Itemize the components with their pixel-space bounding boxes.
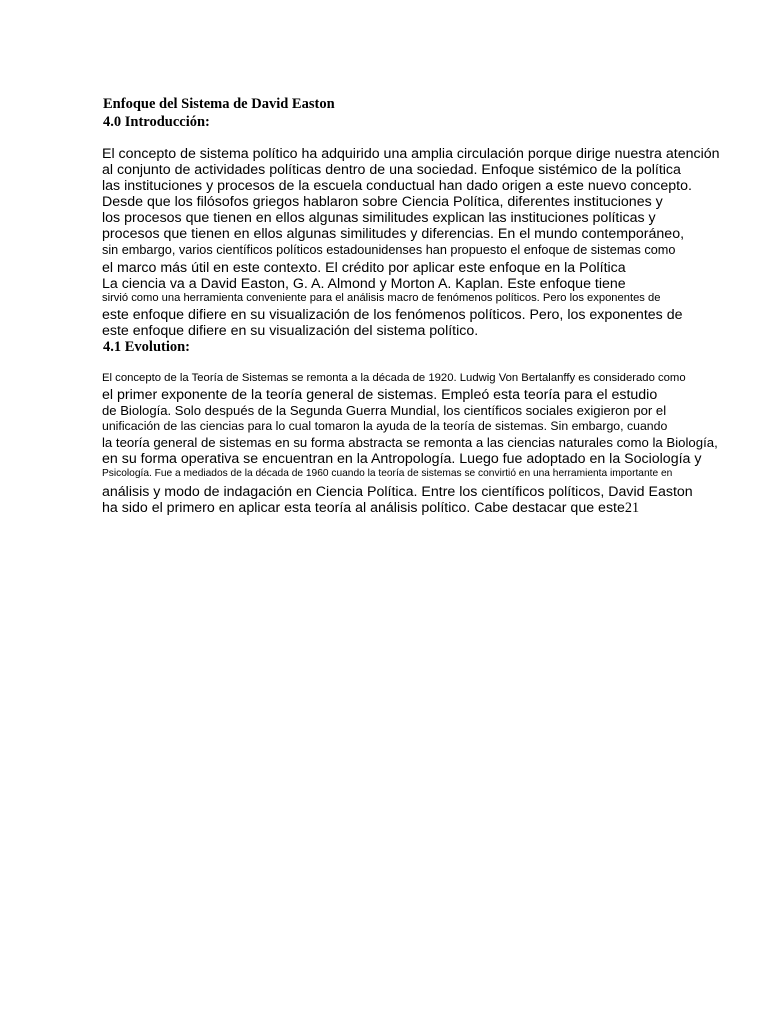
intro-line: los procesos que tienen en ellos algunas similitudes explican las instituciones políticas y xyxy=(102,210,656,226)
evolution-line: de Biología. Solo después de la Segunda Guerra Mundial, los científicos sociales exigieron por el xyxy=(102,403,667,418)
intro-line: La ciencia va a David Easton, G. A. Almond y Morton A. Kaplan. Este enfoque tiene xyxy=(102,276,626,292)
intro-line: el marco más útil en este contexto. El crédito por aplicar este enfoque en la Política xyxy=(102,260,626,276)
intro-line: al conjunto de actividades políticas dentro de una sociedad. Enfoque sistémico de la política xyxy=(102,162,681,178)
intro-line: sin embargo, varios científicos políticos estadounidenses han propuesto el enfoque de sistemas como xyxy=(102,243,676,257)
evolution-line: el primer exponente de la teoría general de sistemas. Empleó esta teoría para el estudio xyxy=(102,387,658,403)
intro-line: este enfoque difiere en su visualización del sistema político. xyxy=(102,323,479,339)
evolution-line-text: ha sido el primero en aplicar esta teoría al análisis político. Cabe destacar que este xyxy=(102,500,625,516)
section-heading-introduction: 4.0 Introducción: xyxy=(103,114,210,130)
intro-line: las instituciones y procesos de la escuela conductual han dado origen a este nuevo concepto. xyxy=(102,178,692,194)
evolution-line xyxy=(102,501,639,515)
intro-line: sirvió como una herramienta conveniente para el análisis macro de fenómenos políticos. Pero los exponentes de xyxy=(102,292,661,304)
evolution-line: análisis y modo de indagación en Ciencia Política. Entre los científicos políticos, David Easton xyxy=(102,484,693,500)
intro-line: este enfoque difiere en su visualización de los fenómenos políticos. Pero, los exponentes de xyxy=(102,307,683,323)
evolution-line: en su forma operativa se encuentran en la Antropología. Luego fue adoptado en la Sociología y xyxy=(102,451,702,467)
page-number: 21 xyxy=(624,500,640,516)
evolution-line: unificación de las ciencias para lo cual tomaron la ayuda de la teoría de sistemas. Sin embargo, cuando xyxy=(102,419,668,433)
document-title: Enfoque del Sistema de David Easton xyxy=(103,96,335,112)
evolution-line: Psicología. Fue a mediados de la década de 1960 cuando la teoría de sistemas se convirtió en una herramienta importante en xyxy=(102,468,673,479)
intro-line: El concepto de sistema político ha adquirido una amplia circulación porque dirige nuestra atención xyxy=(102,146,720,162)
intro-line: procesos que tienen en ellos algunas similitudes y diferencias. En el mundo contemporáneo, xyxy=(102,226,685,242)
evolution-line: la teoría general de sistemas en su forma abstracta se remonta a las ciencias naturales como la Biología, xyxy=(102,435,718,450)
intro-line: Desde que los filósofos griegos hablaron sobre Ciencia Política, diferentes instituciones y xyxy=(102,194,663,210)
evolution-line: El concepto de la Teoría de Sistemas se remonta a la década de 1920. Ludwig Von Bertalanffy es considerado como xyxy=(102,372,686,384)
section-heading-evolution: 4.1 Evolution: xyxy=(103,339,191,355)
